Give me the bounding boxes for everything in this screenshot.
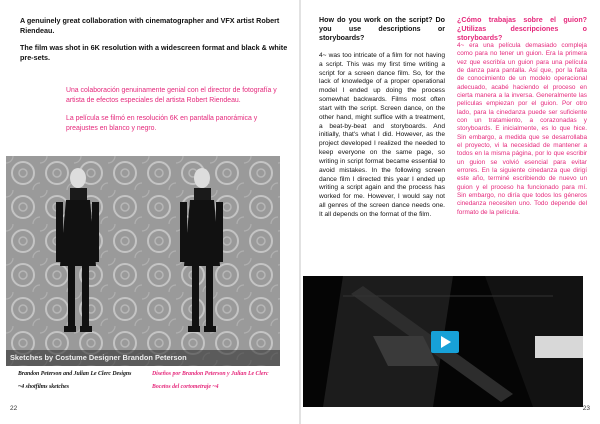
costume-sketch-image xyxy=(6,156,280,366)
intro-en-paragraph: The film was shot in 6K resolution with a widescreen format and black & white pre-sets. xyxy=(20,43,288,62)
question-spanish: ¿Cómo trabajas sobre el guion? ¿Utilizas descripciones o storyboards? xyxy=(457,16,587,43)
credit-spanish: Diseños por Brandon Peterson y Julian Le Clerc xyxy=(152,371,269,377)
intro-en-paragraph: A genuinely great collaboration with cinematographer and VFX artist Robert Riendeau. xyxy=(20,16,280,35)
question-english: How do you work on the script? Do you use descriptions or storyboards? xyxy=(319,16,445,43)
sketch-illustration xyxy=(6,156,280,366)
page-number-right: 23 xyxy=(582,405,590,412)
left-page xyxy=(0,0,299,424)
intro-es-paragraph: Una colaboración genuinamente genial con el director de fotografía y artista de efectos especiales del artista Robert Riendeau. xyxy=(66,87,277,104)
answer-spanish: 4~ era una película demasiado compleja como para no tener un guion. Era la primera vez que escribía un guion para una película de danza para pantalla. Así que, por la falta de conocimiento de un modelo operacional adecuado, acabé haciendo el proceso en cierta manera a la inversa. Generalmente las películas empiezan por el guion. Por otro lado, para la cinedanza puede ser suficiente con un tratamiento, a corazonadas y storyboards. E inicialmente, es lo que hice. Sin embargo, a medida que se desarrollaba el proyecto, vi la necesidad de mantener a todos en la misma página, por lo que escribir un guion se volvió esencial para evitar errores. En la siguiente cinedanza que dirigí este año, terminé escribiendo de nuevo un guion y el proceso ha funcionado para mí. Sin embargo, no diría que todos los géneros cinedanza necesiten uno. Todo depende del formato de la película. xyxy=(457,42,587,216)
play-button[interactable] xyxy=(431,331,459,353)
shorts-spanish: Bocetos del cortometraje ~4 xyxy=(152,384,219,390)
video-player[interactable] xyxy=(303,276,583,407)
right-page xyxy=(301,0,600,424)
shorts-english: ~4 shotfilms sketches xyxy=(18,384,69,390)
intro-spanish xyxy=(66,86,286,142)
sketch-caption: Sketches by Costume Designer Brandon Peterson xyxy=(6,350,280,366)
intro-english xyxy=(20,16,290,71)
page-number-left: 22 xyxy=(10,405,18,412)
credit-english: Brandon Peterson and Julian Le Clerc Designs xyxy=(18,371,132,377)
answer-english: 4~ was too intricate of a film for not having a script. This was my first time writing a script for a screen dance film. So, for the lack of knowledge of a proper operational model I ended up doing the process somewhat backwards. Films most often start with the script. Screen dance, on the other hand, might suffice with a treatment, a beat-by-beat and storyboards. And initially, that's what I did. However, as the project developed I realized the needed to keep everyone on the same page, so writing in script format became essential to avoid mistakes. In the following screen dance film I directed this year I ended up writing a script again and the process has worked for me. However, I would say not all genres of the screen dance needs one. It all depends on the format of the film. xyxy=(319,52,445,218)
intro-es-paragraph: La película se filmó en resolución 6K en pantalla panorámica y preajustes en blanco y negro. xyxy=(66,115,258,132)
